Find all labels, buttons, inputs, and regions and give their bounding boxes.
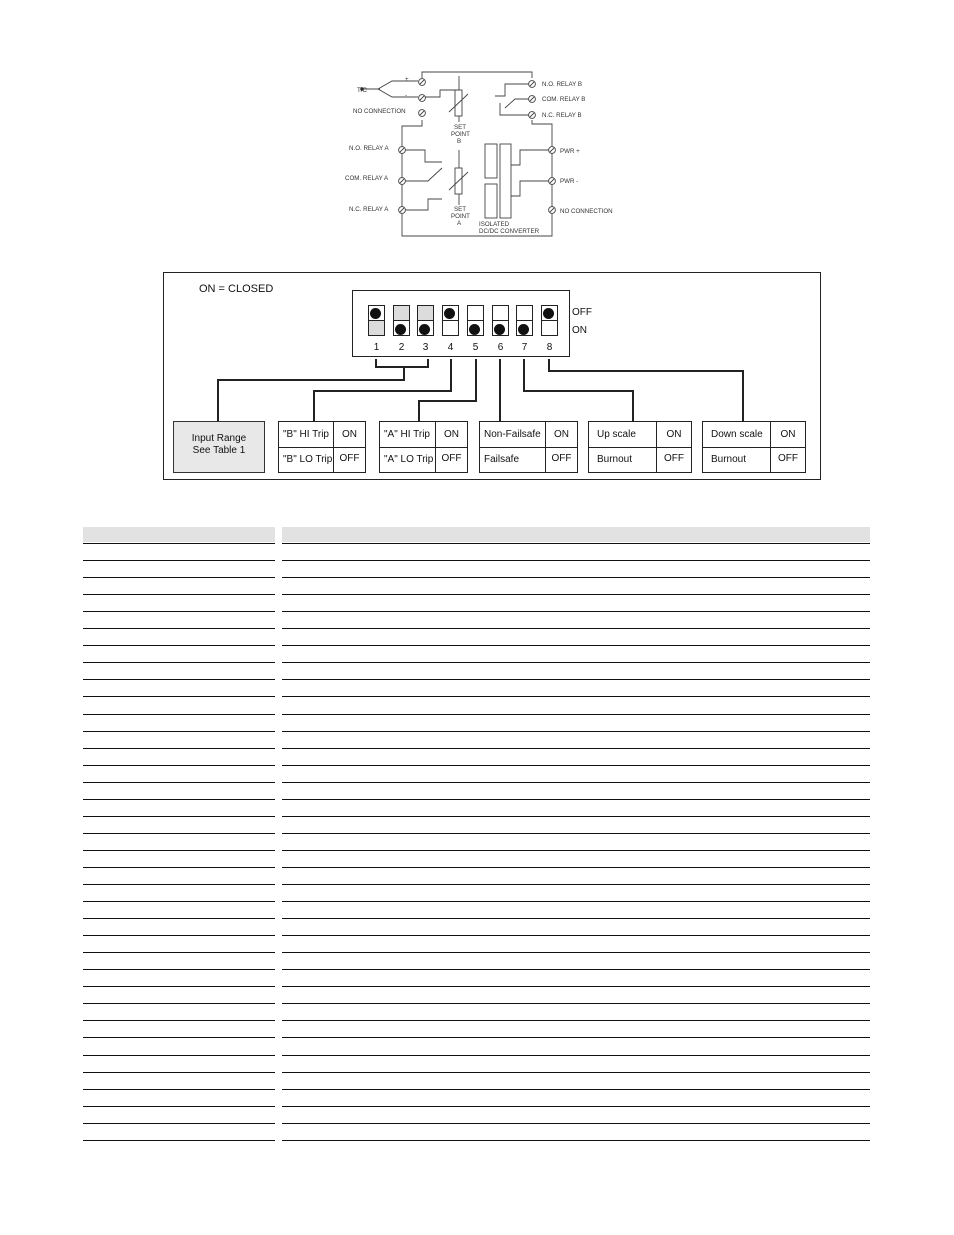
table-row-rule xyxy=(83,731,275,732)
nc-relay-b-label: N.C. RELAY B xyxy=(542,112,582,119)
table-row-rule xyxy=(83,577,275,578)
dip-switch-6-shade xyxy=(353,291,354,292)
tc-minus-label: - xyxy=(405,92,408,99)
table-row-rule xyxy=(282,1123,870,1124)
table-row-rule xyxy=(83,543,275,544)
table-row-rule xyxy=(83,1072,275,1073)
table-row-rule xyxy=(282,714,870,715)
table-header-col-2 xyxy=(282,527,870,542)
table-row-rule xyxy=(282,731,870,732)
dip-switch-8[interactable] xyxy=(541,305,558,336)
dip-switch-4-shade xyxy=(353,291,354,292)
table-row-rule xyxy=(83,1003,275,1004)
relay-b-lo-trip-value: OFF xyxy=(333,446,365,473)
dip-switch-3-state xyxy=(353,291,354,292)
table-row-rule xyxy=(282,901,870,902)
table-row-rule xyxy=(83,714,275,715)
downscale-burnout-value: OFF xyxy=(770,446,805,473)
table-row-rule xyxy=(83,696,275,697)
table-row-rule xyxy=(83,1055,275,1056)
relay-b-trip-box xyxy=(278,421,366,473)
on-closed-note: ON = CLOSED xyxy=(199,283,274,295)
table-row-rule xyxy=(83,867,275,868)
input-range-box xyxy=(173,421,265,473)
com-relay-a-label: COM. RELAY A xyxy=(345,175,389,182)
table-row-rule xyxy=(83,901,275,902)
dip-switch-5-shade xyxy=(353,291,354,292)
table-row-rule xyxy=(282,543,870,544)
table-row-rule xyxy=(282,560,870,561)
wiring-diagram xyxy=(0,0,954,260)
table-row-rule xyxy=(83,1089,275,1090)
dip-switch-2-state xyxy=(353,291,354,292)
table-row-rule xyxy=(282,952,870,953)
dip-switch-1-shade xyxy=(353,291,354,292)
dip-switch-3[interactable] xyxy=(417,305,434,336)
table-row-rule xyxy=(83,560,275,561)
nc-relay-a-label: N.C. RELAY A xyxy=(349,206,389,213)
table-row-rule xyxy=(282,782,870,783)
table-row-rule xyxy=(282,884,870,885)
table-row-rule xyxy=(83,850,275,851)
table-row-rule xyxy=(83,986,275,987)
table-row-rule xyxy=(83,969,275,970)
set-point-a-label-1: SET xyxy=(454,206,467,213)
table-row-rule xyxy=(83,748,275,749)
dip-number-1: 1 xyxy=(373,342,380,353)
failsafe-value: OFF xyxy=(545,446,577,473)
com-relay-b-label: COM. RELAY B xyxy=(542,96,586,103)
input-range-line-1: Input Range xyxy=(191,433,247,444)
table-row-rule xyxy=(83,594,275,595)
relay-a-lo-trip-label: "A" LO Trip xyxy=(384,454,434,465)
table-row-rule xyxy=(282,1106,870,1107)
dip-number-5: 5 xyxy=(472,342,479,353)
table-row-rule xyxy=(282,611,870,612)
relay-a-lo-trip-value: OFF xyxy=(435,446,467,473)
dip-switch-4-state xyxy=(353,291,354,292)
table-row-rule xyxy=(282,918,870,919)
dip-switch-5-state xyxy=(353,291,354,292)
upscale-value: ON xyxy=(656,422,691,447)
set-point-a-label-2: POINT xyxy=(451,213,470,220)
upscale-burnout-box xyxy=(588,421,692,473)
relay-b-hi-trip-label: "B" HI Trip xyxy=(283,429,329,440)
table-row-rule xyxy=(282,1020,870,1021)
downscale-burnout-label: Burnout xyxy=(711,454,747,465)
pwr-plus-label: PWR + xyxy=(560,148,580,155)
non-failsafe-value: ON xyxy=(545,422,577,447)
downscale-label: Down scale xyxy=(711,429,763,440)
table-row-rule xyxy=(282,1055,870,1056)
table-row-rule xyxy=(282,850,870,851)
converter-label-1: ISOLATED xyxy=(479,221,510,228)
no-relay-a-label: N.O. RELAY A xyxy=(349,145,389,152)
dip-switch-8-state xyxy=(353,291,354,292)
table-row-rule xyxy=(83,918,275,919)
dip-switch-7-shade xyxy=(353,291,354,292)
table-row-rule xyxy=(83,833,275,834)
table-row-rule xyxy=(83,1020,275,1021)
dip-number-3: 3 xyxy=(422,342,429,353)
dip-switch-7[interactable] xyxy=(516,305,533,336)
table-row-rule xyxy=(83,1140,275,1141)
table-row-rule xyxy=(83,816,275,817)
dip-number-7: 7 xyxy=(521,342,528,353)
set-point-a-label-3: A xyxy=(457,220,462,227)
table-row-rule xyxy=(282,833,870,834)
no-relay-b-label: N.O. RELAY B xyxy=(542,81,583,88)
table-row-rule xyxy=(83,645,275,646)
set-point-b-label-1: SET xyxy=(454,124,467,131)
set-point-b-label-2: POINT xyxy=(451,131,470,138)
upscale-burnout-value: OFF xyxy=(656,446,691,473)
no-connection-right-label: NO CONNECTION xyxy=(560,208,613,215)
non-failsafe-label: Non-Failsafe xyxy=(484,429,541,440)
dip-number-2: 2 xyxy=(398,342,405,353)
relay-a-hi-trip-label: "A" HI Trip xyxy=(384,429,430,440)
upscale-label: Up scale xyxy=(597,429,636,440)
off-label: OFF xyxy=(572,307,592,318)
dip-number-8: 8 xyxy=(546,342,553,353)
table-row-rule xyxy=(282,1089,870,1090)
on-label: ON xyxy=(572,325,587,336)
converter-label-2: DC/DC CONVERTER xyxy=(479,228,540,235)
table-row-rule xyxy=(282,594,870,595)
downscale-burnout-box xyxy=(702,421,806,473)
table-row-rule xyxy=(83,628,275,629)
table-row-rule xyxy=(282,765,870,766)
table-row-rule xyxy=(83,884,275,885)
table-row-rule xyxy=(282,1140,870,1141)
table-row-rule xyxy=(282,628,870,629)
dip-switch-1[interactable] xyxy=(368,305,385,336)
table-row-rule xyxy=(282,748,870,749)
table-row-rule xyxy=(282,935,870,936)
table-row-rule xyxy=(282,799,870,800)
relay-b-hi-trip-value: ON xyxy=(333,422,365,447)
table-row-rule xyxy=(83,952,275,953)
dip-number-6: 6 xyxy=(497,342,504,353)
table-row-rule xyxy=(282,867,870,868)
relay-a-trip-box xyxy=(379,421,468,473)
dip-switch-5[interactable] xyxy=(467,305,484,336)
table-row-rule xyxy=(282,1072,870,1073)
relay-a-hi-trip-value: ON xyxy=(435,422,467,447)
tc-label: T/C xyxy=(357,87,367,94)
dip-switch-8-shade xyxy=(353,291,354,292)
table-row-rule xyxy=(83,679,275,680)
table-row-rule xyxy=(282,577,870,578)
downscale-value: ON xyxy=(770,422,805,447)
dip-switch-panel xyxy=(163,272,821,480)
table-row-rule xyxy=(282,1003,870,1004)
table-row-rule xyxy=(83,935,275,936)
dip-switch-6[interactable] xyxy=(492,305,509,336)
table-row-rule xyxy=(282,816,870,817)
table-row-rule xyxy=(83,611,275,612)
ruled-table xyxy=(83,527,870,1167)
dip-switch-7-state xyxy=(353,291,354,292)
table-row-rule xyxy=(83,765,275,766)
table-row-rule xyxy=(83,799,275,800)
table-row-rule xyxy=(83,1037,275,1038)
table-header-col-1 xyxy=(83,527,275,542)
dip-switch-4[interactable] xyxy=(442,305,459,336)
dip-switch-6-state xyxy=(353,291,354,292)
table-row-rule xyxy=(83,782,275,783)
dip-switch-2[interactable] xyxy=(393,305,410,336)
table-row-rule xyxy=(83,1123,275,1124)
dip-switch-block xyxy=(352,290,570,357)
dip-switch-3-shade xyxy=(353,291,354,292)
dip-switch-2-shade xyxy=(353,291,354,292)
table-row-rule xyxy=(282,969,870,970)
table-row-rule xyxy=(282,645,870,646)
table-row-rule xyxy=(83,1106,275,1107)
failsafe-box xyxy=(479,421,578,473)
no-connection-left-label: NO CONNECTION xyxy=(353,108,406,115)
relay-b-lo-trip-label: "B" LO Trip xyxy=(283,454,333,465)
pwr-minus-label: PWR - xyxy=(560,178,579,185)
table-row-rule xyxy=(282,1037,870,1038)
set-point-b-label-3: B xyxy=(457,138,462,145)
tc-plus-label: + xyxy=(405,76,409,83)
failsafe-label: Failsafe xyxy=(484,454,520,465)
dip-number-4: 4 xyxy=(447,342,454,353)
table-row-rule xyxy=(282,679,870,680)
dip-switch-1-state xyxy=(353,291,354,292)
table-row-rule xyxy=(83,662,275,663)
upscale-burnout-label: Burnout xyxy=(597,454,633,465)
table-row-rule xyxy=(282,986,870,987)
input-range-line-2: See Table 1 xyxy=(192,445,246,456)
table-row-rule xyxy=(282,662,870,663)
table-row-rule xyxy=(282,696,870,697)
